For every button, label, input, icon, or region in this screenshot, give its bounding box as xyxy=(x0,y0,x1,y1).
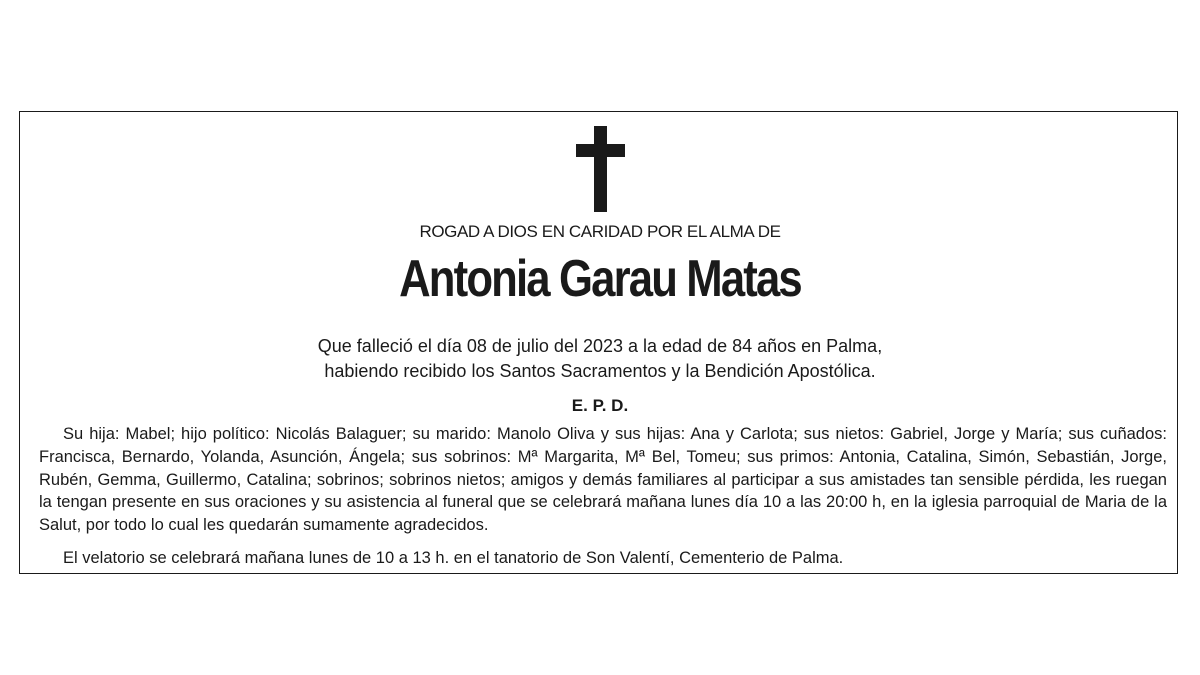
deceased-name: Antonia Garau Matas xyxy=(399,250,801,308)
cross-vertical-bar xyxy=(594,126,607,212)
family-paragraph: Su hija: Mabel; hijo político: Nicolás Balaguer; su marido: Manolo Oliva y sus hijas: Ana y Carlota; sus nietos: Gabriel, Jorge y María; sus cuñados: Francisca, Bernardo, Yolanda, Asunción, Ángela; sus sobrinos: Mª Margarita, Mª Bel, Tomeu; sus primos: Antonia, Catalina, Simón, Sebastián, Jorge, Rubén, Gemma, Guillermo, Catalina; sobrinos; sobrinos nietos; amigos y demás familiares al participar a sus amistades tan sensible pérdida, les ruegan la tengan presente en sus oraciones y su asistencia al funeral que se celebrará mañana lunes día 10 a las 20:00 h, en la iglesia parroquial de Maria de la Salut, por todo lo cual les quedarán sumamente agradecidos. xyxy=(39,425,1167,535)
wake-paragraph: El velatorio se celebrará mañana lunes de 10 a 13 h. en el tanatorio de Son Valentí, Cementerio de Palma. xyxy=(63,549,844,567)
death-info-line-1: Que falleció el día 08 de julio del 2023 a la edad de 84 años en Palma, xyxy=(317,336,883,356)
prayer-heading: ROGAD A DIOS EN CARIDAD POR EL ALMA DE xyxy=(419,222,781,241)
death-info xyxy=(0,334,1200,384)
death-info-line-2: habiendo recibido los Santos Sacramentos y la Bendición Apostólica. xyxy=(324,361,876,381)
epd-label: E. P. D. xyxy=(571,396,629,415)
cross-icon xyxy=(576,126,625,212)
cross-horizontal-bar xyxy=(576,144,625,157)
